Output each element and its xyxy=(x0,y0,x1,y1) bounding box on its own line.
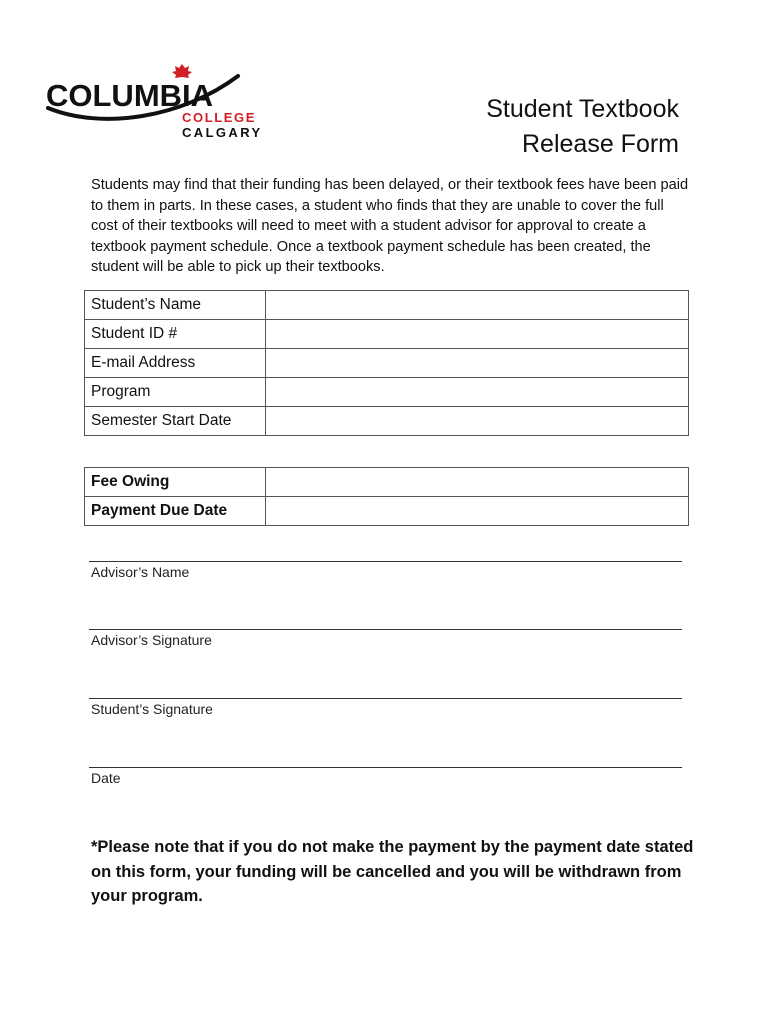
advisor-signature-label: Advisor’s Signature xyxy=(91,632,212,648)
advisor-signature-line[interactable] xyxy=(89,629,682,630)
title-line-1: Student Textbook xyxy=(486,95,679,123)
student-signature-label: Student’s Signature xyxy=(91,701,213,717)
student-info-table xyxy=(84,290,689,436)
logo-calgary: CALGARY xyxy=(182,125,263,140)
advisor-name-label: Advisor’s Name xyxy=(91,564,190,580)
student-id-field[interactable] xyxy=(266,320,689,349)
semester-start-label: Semester Start Date xyxy=(85,407,266,436)
fee-owing-field[interactable] xyxy=(266,468,689,497)
table-row xyxy=(85,407,689,436)
intro-paragraph: Students may find that their funding has been delayed, or their textbook fees have been paid to them in parts. In these cases, a student who finds that they are unable to cover the full cost of their textbooks will need to meet with a student advisor for approval to create a textbook payment schedule. Once a textbook payment schedule has been created, the student will be able to pick up their textbooks. xyxy=(91,177,689,275)
semester-start-field[interactable] xyxy=(266,407,689,436)
program-label: Program xyxy=(85,378,266,407)
payment-due-field[interactable] xyxy=(266,497,689,526)
table-row xyxy=(85,320,689,349)
fee-table xyxy=(84,467,689,526)
table-row xyxy=(85,497,689,526)
date-line[interactable] xyxy=(89,767,682,768)
payment-due-label: Payment Due Date xyxy=(85,497,266,526)
student-name-field[interactable] xyxy=(266,291,689,320)
program-field[interactable] xyxy=(266,378,689,407)
college-logo xyxy=(42,58,263,148)
email-label: E-mail Address xyxy=(85,349,266,378)
fee-owing-label: Fee Owing xyxy=(85,468,266,497)
email-field[interactable] xyxy=(266,349,689,378)
maple-leaf-icon xyxy=(172,64,192,78)
title-line-2: Release Form xyxy=(522,130,679,158)
table-row xyxy=(85,468,689,497)
table-row xyxy=(85,291,689,320)
table-row xyxy=(85,378,689,407)
date-label: Date xyxy=(91,770,121,786)
table-row xyxy=(85,349,689,378)
student-name-label: Student’s Name xyxy=(85,291,266,320)
student-signature-line[interactable] xyxy=(89,698,682,699)
payment-warning-note: *Please note that if you do not make the payment by the payment date stated on this form, your funding will be cancelled and you will be withdrawn from your program. xyxy=(91,838,694,905)
advisor-name-line[interactable] xyxy=(89,561,682,562)
student-id-label: Student ID # xyxy=(85,320,266,349)
page-title xyxy=(486,92,679,162)
logo-brand: COLUMBIA xyxy=(46,78,214,113)
logo-college: COLLEGE xyxy=(182,110,257,125)
